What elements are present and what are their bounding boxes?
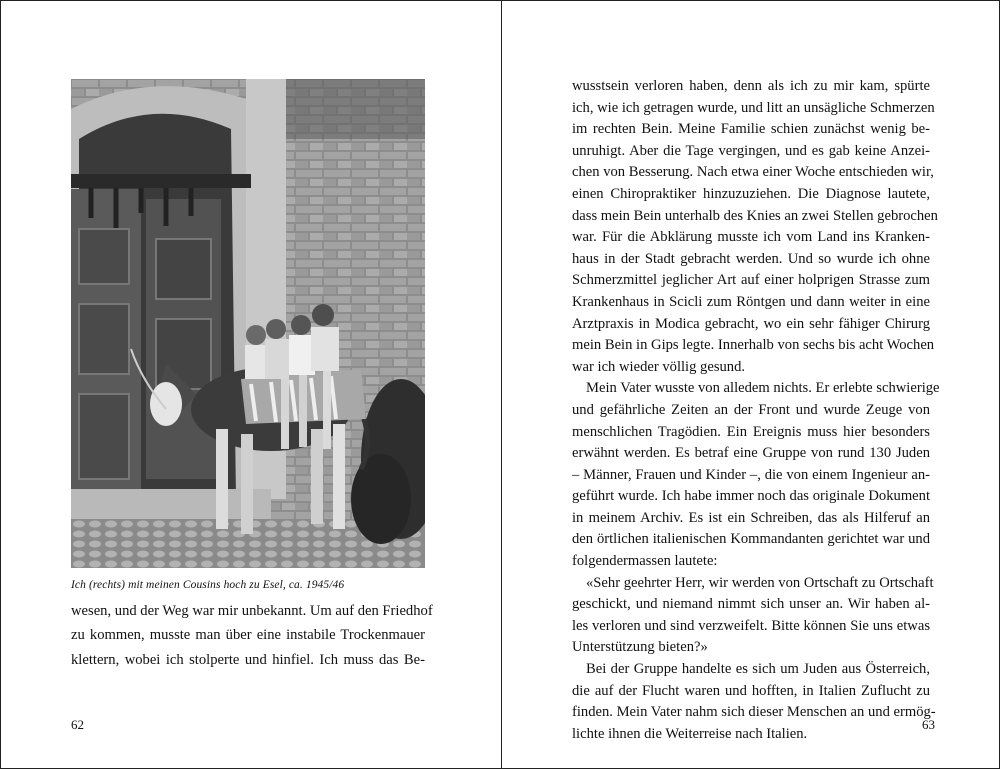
text-line: lichte ihnen die Weiterreise nach Italien. bbox=[572, 725, 808, 742]
text-line: les verloren und sind verzweifelt. Bitte können Sie uns etwas bbox=[572, 617, 930, 634]
text-line: Krankenhaus in Scicli zum Röntgen und dann weiter in eine bbox=[572, 293, 930, 310]
text-line: den örtlichen italienischen Kommandanten gerichtet war und bbox=[572, 531, 930, 548]
photo-illustration bbox=[71, 79, 425, 568]
text-line: folgendermassen lautete: bbox=[572, 553, 718, 570]
text-line: klettern, wobei ich stolperte und hinfiel. Ich muss das Be- bbox=[71, 651, 425, 668]
text-line: unruhigt. Aber die Tage vergingen, und es gab keine Anzei- bbox=[572, 142, 930, 159]
text-line: erwähnt werden. Es betraf eine Gruppe von rund 130 Juden bbox=[572, 445, 930, 462]
text-line: chen von Besserung. Nach etwa einer Woche entschieden wir, bbox=[572, 164, 934, 181]
photograph-boys-on-donkey bbox=[71, 79, 425, 568]
text-line: – Männer, Frauen und Kinder –, die von einem Ingenieur an- bbox=[572, 466, 930, 483]
left-body-text bbox=[71, 599, 433, 672]
left-page bbox=[1, 1, 501, 768]
text-line: menschlichen Tragödien. Ein Ereignis muss hier besonders bbox=[572, 423, 930, 440]
text-line: geschickt, und niemand nimmt sich unser an. Wir haben al- bbox=[572, 596, 930, 613]
text-line: ich, wie ich getragen wurde, und litt an unsägliche Schmerzen bbox=[572, 99, 935, 116]
text-line: dass mein Bein unterhalb des Knies an zwei Stellen gebrochen bbox=[572, 207, 938, 224]
text-line: «Sehr geehrter Herr, wir werden von Ortschaft zu Ortschaft bbox=[586, 574, 934, 591]
right-body-text bbox=[572, 76, 940, 745]
text-line: im rechten Bein. Meine Familie schien zunächst wenig be- bbox=[572, 121, 930, 138]
text-line: Unterstützung bieten?» bbox=[572, 639, 708, 656]
text-line: und gefährliche Zeiten an der Front und wurde Zeuge von bbox=[572, 401, 930, 418]
page-number-right: 63 bbox=[922, 717, 935, 732]
text-line: einen Chiropraktiker hinzuzuziehen. Die Diagnose lautete, bbox=[572, 185, 930, 202]
text-line: Mein Vater wusste von alledem nichts. Er erlebte schwierige bbox=[586, 380, 940, 397]
page-number-left: 62 bbox=[71, 717, 84, 732]
photo-caption: Ich (rechts) mit meinen Cousins hoch zu Esel, ca. 1945/46 bbox=[71, 579, 345, 591]
text-line: war. Für die Abklärung musste ich vom Land ins Kranken- bbox=[572, 229, 930, 246]
text-line: die auf der Flucht waren und hofften, in Italien Zuflucht zu bbox=[572, 682, 930, 699]
right-page bbox=[502, 1, 999, 768]
text-line: zu kommen, musste man über eine instabile Trockenmauer bbox=[71, 627, 425, 644]
text-line: in meinem Archiv. Es ist ein Schreiben, das als Hilferuf an bbox=[572, 509, 930, 526]
text-line: haus in der Stadt gebracht werden. Und so wurde ich ohne bbox=[572, 250, 930, 267]
text-line: mein Bein in Gips legte. Innerhalb von sechs bis acht Wochen bbox=[572, 337, 935, 354]
text-line: Schmerzmittel jeglicher Art auf einer holprigen Strasse zum bbox=[572, 272, 930, 289]
text-line: wesen, und der Weg war mir unbekannt. Um auf den Friedhof bbox=[71, 603, 433, 619]
text-line: war ich wieder völlig gesund. bbox=[572, 358, 746, 375]
text-line: geführt wurde. Ich habe immer noch das originale Dokument bbox=[572, 488, 930, 505]
text-line: wusstsein verloren haben, denn als ich zu mir kam, spürte bbox=[572, 78, 930, 94]
text-line: Bei der Gruppe handelte es sich um Juden aus Österreich, bbox=[586, 661, 930, 678]
text-line: finden. Mein Vater nahm sich dieser Menschen an und ermög- bbox=[572, 704, 936, 721]
text-line: Arztpraxis in Modica gebracht, wo ein sehr fähiger Chirurg bbox=[572, 315, 930, 332]
